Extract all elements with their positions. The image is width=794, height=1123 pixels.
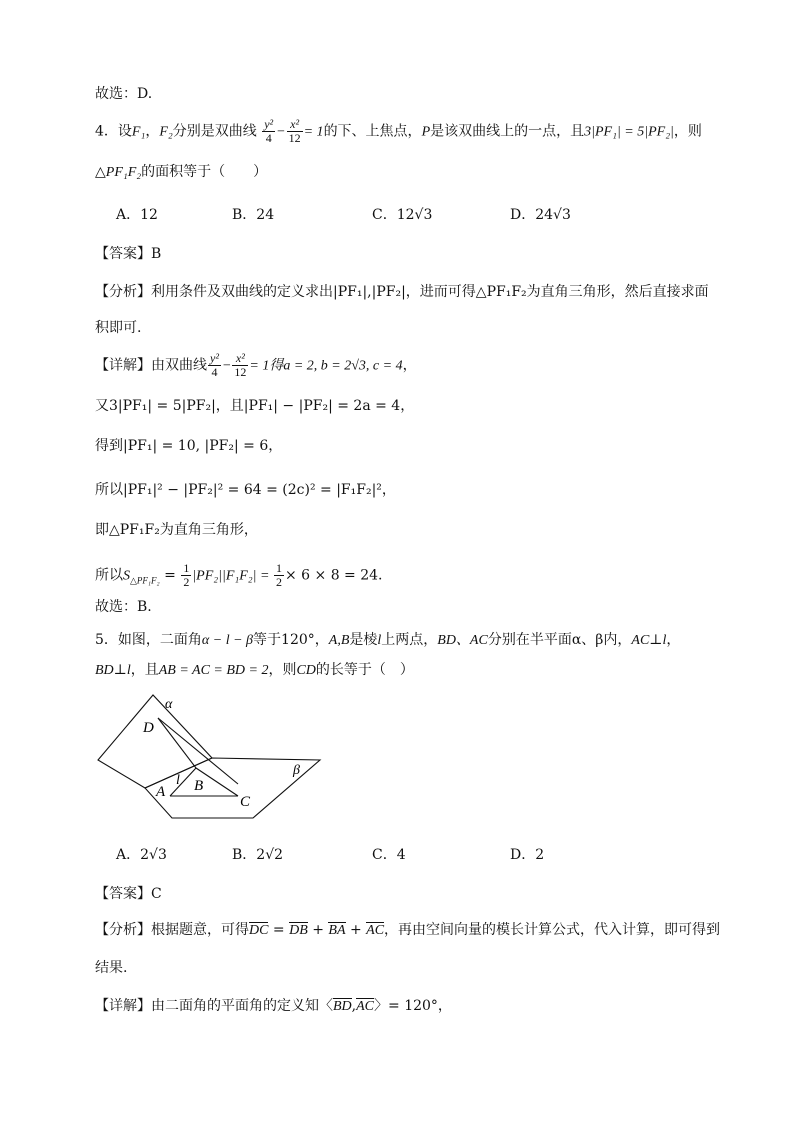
q4-detail-line6: 所以$S_{\triangle PF_1F_2}$ = $\frac{1}{2}$ |PF₂||F₁F₂| = $\frac{1}{2}$ × 6 × 8 = 24.: [95, 561, 383, 589]
q4-option-d: D．24√3: [510, 207, 571, 223]
q4-detail-line2: 又3|PF₁| = 5|PF₂|，且|PF₁| − |PF₂| = 2a = 4，: [95, 398, 415, 414]
q5-option-c: C．4: [372, 847, 406, 863]
label-l: l: [176, 773, 180, 788]
segment-AB: [170, 768, 196, 796]
q5-option-b: B．2√2: [232, 847, 284, 863]
prev-answer: 故选：D.: [95, 86, 153, 102]
label-B: B: [194, 778, 204, 794]
q5-analysis-line1: 【分析】根据题意，可得DC = DB + BA + AC，再由空间向量的模长计算公式，代入计算，即可得到: [95, 920, 720, 941]
analysis-tag: 【分析】: [95, 922, 151, 938]
label-C: C: [240, 794, 251, 810]
q4-number: 4．: [95, 123, 118, 140]
label-A: A: [156, 784, 166, 800]
answer-tag: 【答案】: [95, 886, 151, 902]
q5-option-a: A．2√3: [116, 847, 167, 863]
detail-tag: 【详解】: [95, 357, 151, 374]
q4-detail-line4: 所以|PF₁|² − |PF₂|² = 64 = (2c)² = |F₁F₂|²，: [95, 482, 396, 498]
label-beta: β: [293, 763, 300, 778]
q4-option-c: C．12√3: [372, 207, 433, 223]
q5-option-d: D．2: [510, 847, 545, 863]
q4-analysis-line1: 【分析】利用条件及双曲线的定义求出|PF₁|,|PF₂|，进而可得△PF₁F₂为直角三角形，然后直接求面: [95, 284, 709, 300]
analysis-tag: 【分析】: [95, 284, 151, 300]
plane-alpha: [98, 695, 212, 788]
q4-detail-line1: 【详解】由双曲线 $\frac{\text{y²}}{4}$ − $\frac{\text{x²}}{12}$ = 1得a = 2, b = 2√3, c = 4，: [95, 351, 417, 379]
segment-DB: [158, 718, 196, 768]
q4-answer: 【答案】B: [95, 246, 162, 262]
q4-analysis-line2: 积即可.: [95, 320, 142, 336]
q4-detail-line5: 即△PF₁F₂为直角三角形，: [95, 522, 258, 538]
q5-stem-line2: BD⊥l，且AB = AC = BD = 2，则CD的长等于（ ）: [95, 662, 414, 678]
q4-stem-line2: △PF₁F₂的面积等于（ ）: [95, 164, 268, 180]
q5-dihedral-figure: [90, 690, 330, 825]
label-alpha: α: [165, 697, 173, 712]
q5-detail-line1: 【详解】由二面角的平面角的定义知〈BD,AC〉= 120°，: [95, 996, 452, 1017]
label-D: D: [143, 720, 154, 736]
q5-number: 5．: [95, 632, 118, 648]
q4-detail-line3: 得到|PF₁| = 10, |PF₂| = 6，: [95, 438, 283, 454]
segment-DC: [158, 718, 238, 784]
q5-analysis-line2: 结果.: [95, 960, 128, 976]
q5-answer: 【答案】C: [95, 886, 162, 902]
q4-option-a: A．12: [116, 207, 158, 223]
q4-option-b: B．24: [232, 207, 275, 223]
detail-tag: 【详解】: [95, 998, 151, 1014]
q4-fraction-y2-4: $\frac{\text{y²}}{4}$: [264, 117, 274, 145]
q5-stem-line1: 5．如图，二面角α − l − β等于120°，A,B是棱l上两点，BD、AC分别在半平面α、β内，AC⊥l，: [95, 632, 681, 648]
q4-final: 故选：B.: [95, 599, 152, 615]
q4-fraction-x2-12: $\frac{\text{x²}}{12}$: [288, 117, 301, 145]
q4-stem-line1: 4．设F₁，F₂分别是双曲线 $\frac{\text{y²}}{4}$ − $\frac{\text{x²}}{12}$ = 1的下、上焦点，P是该双曲线上的一点，且3|PF₁| = 5|PF₂|，则: [95, 117, 702, 145]
answer-tag: 【答案】: [95, 246, 151, 262]
